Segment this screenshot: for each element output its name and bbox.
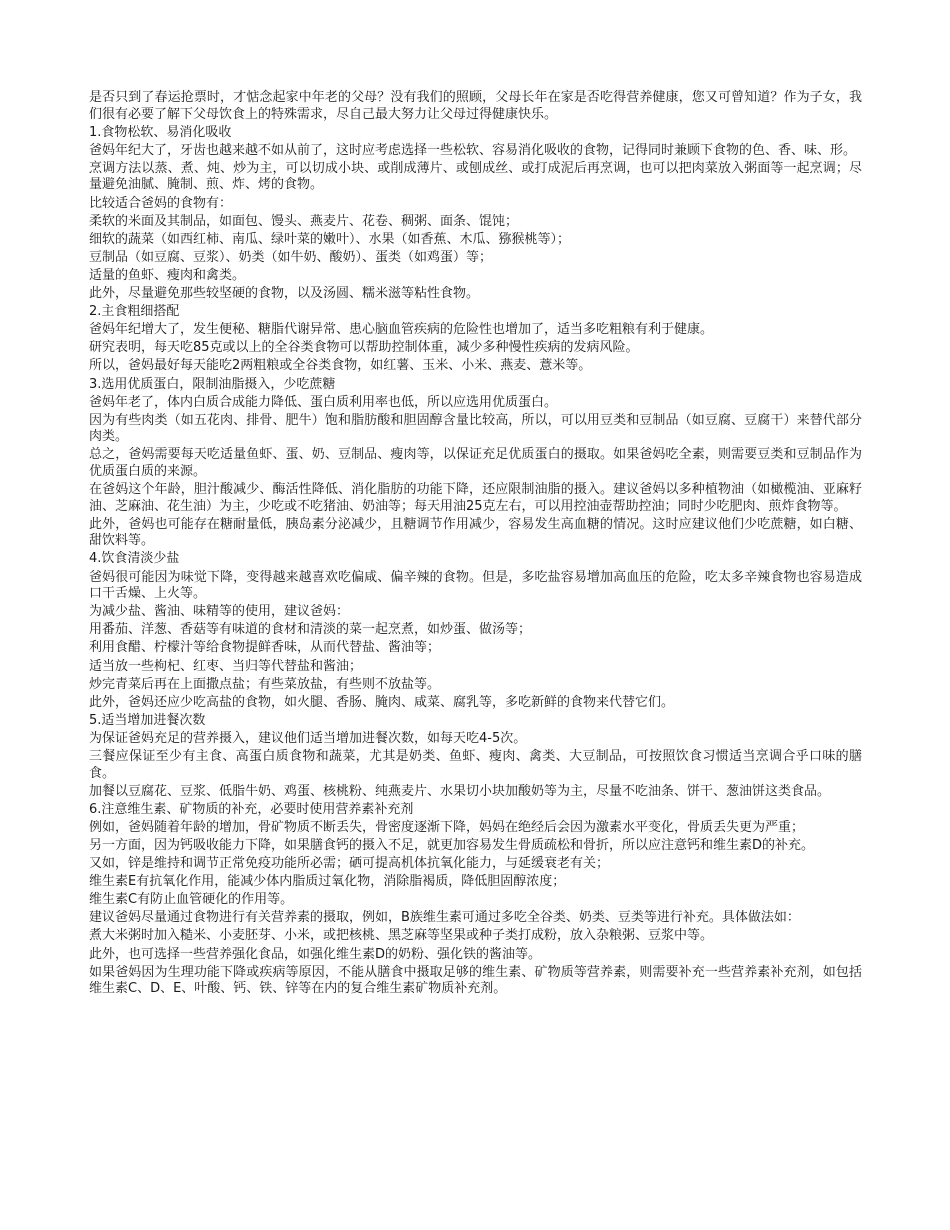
paragraph: 维生素C有防止血管硬化的作用等。 [89,892,294,908]
paragraph: 爸妈年纪增大了，发生便秘、糖脂代谢异常、患心脑血管疾病的危险性也增加了，适当多吃粗粮有利于健康。 [89,322,714,338]
paragraph: 建议爸妈尽量通过食物进行有关营养素的摄取，例如，B族维生素可通过多吃全谷类、奶类、豆类等进行补充。具体做法如： [89,910,800,926]
list-item: 适当放一些枸杞、红枣、当归等代替盐和酱油； [89,658,363,674]
section-heading-4: 4.饮食清淡少盐 [89,551,180,567]
section-heading-2: 2.主食粗细搭配 [89,304,180,320]
list-item: 豆制品（如豆腐、豆浆）、奶类（如牛奶、酸奶）、蛋类（如鸡蛋）等； [89,249,493,265]
paragraph: 煮大米粥时加入糙米、小麦胚芽、小米，或把核桃、黑芝麻等坚果或种子类打成粉，放入杂粮粥、豆浆中等。 [89,928,714,944]
list-item: 柔软的米面及其制品，如面包、馒头、燕麦片、花卷、稠粥、面条、馄饨； [89,213,519,229]
paragraph: 爸妈年老了，体内白质合成能力降低、蛋白质利用率也低，所以应选用优质蛋白。 [89,394,558,410]
article-body [89,90,862,999]
paragraph: 爸妈很可能因为味觉下降，变得越来越喜欢吃偏咸、偏辛辣的食物。但是，多吃盐容易增加高血压的危险，吃太多辛辣食物也容易造成口干舌燥、上火等。 [89,569,862,602]
list-item: 适量的鱼虾、瘦肉和禽类。 [89,267,246,283]
paragraph: 又如，锌是维持和调节正常免疫功能所必需；硒可提高机体抗氧化能力，与延缓衰老有关； [89,856,610,872]
paragraph: 爸妈年纪大了，牙齿也越来越不如从前了，这时应考虑选择一些松软、容易消化吸收的食物，记得同时兼顾下食物的色、香、味、形。 [89,142,857,158]
paragraph: 此外，爸妈也可能存在糖耐量低，胰岛素分泌减少，且糖调节作用减少，容易发生高血糖的情况。这时应建议他们少吃蔗糖，如白糖、甜饮料等。 [89,516,862,549]
paragraph: 三餐应保证至少有主食、高蛋白质食物和蔬菜，尤其是奶类、鱼虾、瘦肉、禽类、大豆制品，可按照饮食习惯适当烹调合乎口味的膳食。 [89,748,862,781]
list-item: 细软的蔬菜（如西红柿、南瓜、绿叶菜的嫩叶）、水果（如香蕉、木瓜、猕猴桃等）； [89,231,571,247]
list-item: 利用食醋、柠檬汁等给食物提鲜香味，从而代替盐、酱油等； [89,640,441,656]
paragraph: 此外，爸妈还应少吃高盐的食物，如火腿、香肠、腌肉、咸菜、腐乳等，多吃新鲜的食物来代替它们。 [89,694,675,710]
paragraph: 为保证爸妈充足的营养摄入，建议他们适当增加进餐次数，如每天吃4-5次。 [89,730,527,746]
paragraph: 在爸妈这个年龄，胆汁酸减少、酶活性降低、消化脂肪的功能下降，还应限制油脂的摄入。建议爸妈以多种植物油（如橄榄油、亚麻籽油、芝麻油、花生油）为主，少吃或不吃猪油、奶油等；每天用油25克左右，可以用控油壶帮助控油；同时少吃肥肉、煎炸食物等。 [89,482,862,514]
paragraph: 比较适合爸妈的食物有： [89,195,233,211]
list-item: 炒完青菜后再在上面撒点盐；有些菜放盐，有些则不放盐等。 [89,676,441,692]
paragraph: 另一方面，因为钙吸收能力下降，如果膳食钙的摄入不足，就更加容易发生骨质疏松和骨折，所以应注意钙和维生素D的补充。 [89,837,815,853]
section-heading-6: 6.注意维生素、矿物质的补充，必要时使用营养素补充剂 [89,801,414,817]
list-item: 用番茄、洋葱、香菇等有味道的食材和清淡的菜一起烹煮，如炒蛋、做汤等； [89,622,532,638]
section-heading-3: 3.选用优质蛋白，限制油脂摄入，少吃蔗糖 [89,376,336,392]
paragraph: 总之，爸妈需要每天吃适量鱼虾、蛋、奶、豆制品、瘦肉等，以保证充足优质蛋白的摄取。如果爸妈吃全素，则需要豆类和豆制品作为优质蛋白质的来源。 [89,447,862,479]
paragraph: 此外，尽量避免那些较坚硬的食物，以及汤圆、糯米滋等粘性食物。 [89,286,480,302]
intro-paragraph: 是否只到了春运抢票时，才惦念起家中年老的父母？没有我们的照顾，父母长年在家是否吃得营养健康，您又可曾知道？作为子女，我们很有必要了解下父母饮食上的特殊需求，尽自己最大努力让父母过得健康快乐。 [89,90,862,122]
paragraph: 加餐以豆腐花、豆浆、低脂牛奶、鸡蛋、核桃粉、纯燕麦片、水果切小块加酸奶等为主，尽量不吃油条、饼干、葱油饼这类食品。 [89,783,831,799]
paragraph: 烹调方法以蒸、煮、炖、炒为主，可以切成小块、或削成薄片、或刨成丝、或打成泥后再烹调，也可以把肉菜放入粥面等一起烹调；尽量避免油腻、腌制、煎、炸、烤的食物。 [89,160,862,193]
section-heading-5: 5.适当增加进餐次数 [89,712,206,728]
paragraph: 如果爸妈因为生理功能下降或疾病等原因，不能从膳食中摄取足够的维生素、矿物质等营养素，则需要补充一些营养素补充剂，如包括维生素C、D、E、叶酸、钙、铁、锌等在内的复合维生素矿物质补充剂。 [89,964,862,997]
paragraph: 为减少盐、酱油、味精等的使用，建议爸妈： [89,604,350,620]
paragraph: 因为有些肉类（如五花肉、排骨、肥牛）饱和脂肪酸和胆固醇含量比较高，所以，可以用豆类和豆制品（如豆腐、豆腐干）来替代部分肉类。 [89,412,862,445]
paragraph: 研究表明，每天吃85克或以上的全谷类食物可以帮助控制体重，减少多种慢性疾病的发病风险。 [89,340,639,356]
section-heading-1: 1.食物松软、易消化吸收 [89,124,232,140]
paragraph: 所以，爸妈最好每天能吃2两粗粮或全谷类食物，如红薯、玉米、小米、燕麦、薏米等。 [89,358,592,374]
paragraph: 维生素E有抗氧化作用，能减少体内脂质过氧化物，消除脂褐质，降低胆固醇浓度； [89,874,566,890]
paragraph: 例如，爸妈随着年龄的增加，骨矿物质不断丢失，骨密度逐渐下降，妈妈在绝经后会因为激素水平变化，骨质丢失更为严重； [89,819,805,835]
paragraph: 此外，也可选择一些营养强化食品，如强化维生素D的奶粉、强化铁的酱油等。 [89,946,542,962]
